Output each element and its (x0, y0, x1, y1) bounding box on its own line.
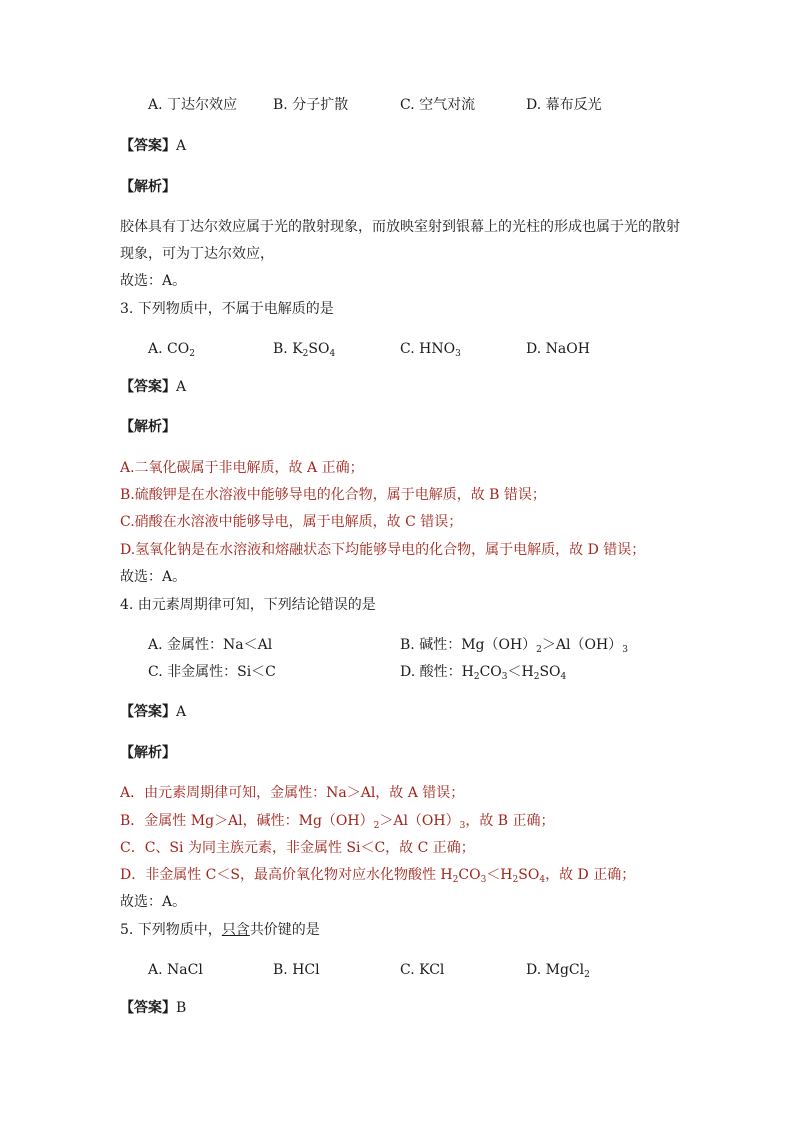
q5-answer (120, 999, 186, 1017)
q4-analysis-line-b: B．金属性 Mg＞Al，碱性：$Mg(OH)_2>Al(OH)_3$，故 B 正确； (120, 813, 555, 831)
q3-analysis-line-c: C.硝酸在水溶液中能够导电，属于电解质，故 C 错误； (120, 514, 463, 530)
q2-analysis-tag: 【解析】 (120, 179, 176, 195)
q2-analysis-line2: 现象，可为丁达尔效应， (120, 246, 274, 262)
q4-analysis-tag: 【解析】 (120, 745, 176, 761)
q5-option-c: C. KCl (400, 962, 445, 978)
q3-stem: 3. 下列物质中，不属于电解质的是 (120, 301, 334, 317)
q5-stem: 5. 下列物质中，只含共价键的是 (120, 922, 320, 938)
q2-option-c: C. 空气对流 (400, 97, 476, 113)
answer-value: A (176, 704, 187, 720)
q3-analysis-line-a: A.二氧化碳属于非电解质，故 A 正确； (120, 460, 364, 476)
q3-analysis-line-b: B.硫酸钾是在水溶液中能够导电的化合物，属于电解质，故 B 错误； (120, 487, 546, 503)
q3-option-d: D. NaOH (526, 341, 590, 357)
q3-conclusion: 故选：A。 (120, 569, 187, 585)
answer-value: A (176, 138, 187, 154)
q4-option-a: A. 金属性：Na＜Al (148, 637, 273, 653)
q2-answer (120, 137, 186, 155)
q4-analysis-line-a: A．由元素周期律可知，金属性：Na＞Al，故 A 错误； (120, 785, 465, 801)
q4-option-d: D. 酸性：$H_2CO_3<H_2SO_4$ (400, 664, 567, 682)
q2-option-b: B. 分子扩散 (273, 97, 349, 113)
q5-option-d: D. MgCl$_2$ (526, 962, 590, 980)
q3-option-c: C. $HNO_3$ (400, 341, 461, 359)
q4-analysis-line-d: D．非金属性 C＜S，最高价氧化物对应水化物酸性 $H_2CO_3<H_2SO_4$，故 D 正确； (120, 867, 636, 885)
q5-option-a: A. NaCl (148, 962, 203, 978)
q3-option-a: A. $CO_2$ (148, 341, 195, 359)
q4-conclusion: 故选：A。 (120, 894, 187, 910)
q3-analysis-line-d: D.氢氧化钠是在水溶液和熔融状态下均能够导电的化合物，属于电解质，故 D 错误； (120, 542, 646, 558)
q3-answer (120, 378, 186, 396)
q2-option-d: D. 幕布反光 (526, 97, 602, 113)
q5-option-b: B. HCl (273, 962, 320, 978)
q4-answer (120, 703, 186, 721)
q2-analysis-line1: 胶体具有丁达尔效应属于光的散射现象，而放映室射到银幕上的光柱的形成也属于光的散射 (120, 219, 680, 235)
q4-stem: 4. 由元素周期律可知，下列结论错误的是 (120, 597, 376, 613)
answer-value: B (176, 1000, 187, 1016)
q2-option-a: A. 丁达尔效应 (148, 97, 238, 113)
answer-tag: 【答案】 (120, 379, 176, 395)
answer-value: A (176, 379, 187, 395)
q4-analysis-line-c: C．C、Si 为同主族元素，非金属性 Si＜C，故 C 正确； (120, 840, 475, 856)
q2-conclusion: 故选：A。 (120, 273, 187, 289)
q4-option-c: C. 非金属性：Si＜C (148, 664, 276, 680)
q3-analysis-tag: 【解析】 (120, 419, 176, 435)
underlined-emphasis: 只含 (221, 922, 250, 938)
answer-tag: 【答案】 (120, 1000, 176, 1016)
q4-option-b: B. 碱性：$Mg(OH)_2>Al(OH)_3$ (400, 637, 628, 655)
q3-option-b: B. $K_2SO_4$ (273, 341, 336, 359)
answer-tag: 【答案】 (120, 138, 176, 154)
answer-tag: 【答案】 (120, 704, 176, 720)
